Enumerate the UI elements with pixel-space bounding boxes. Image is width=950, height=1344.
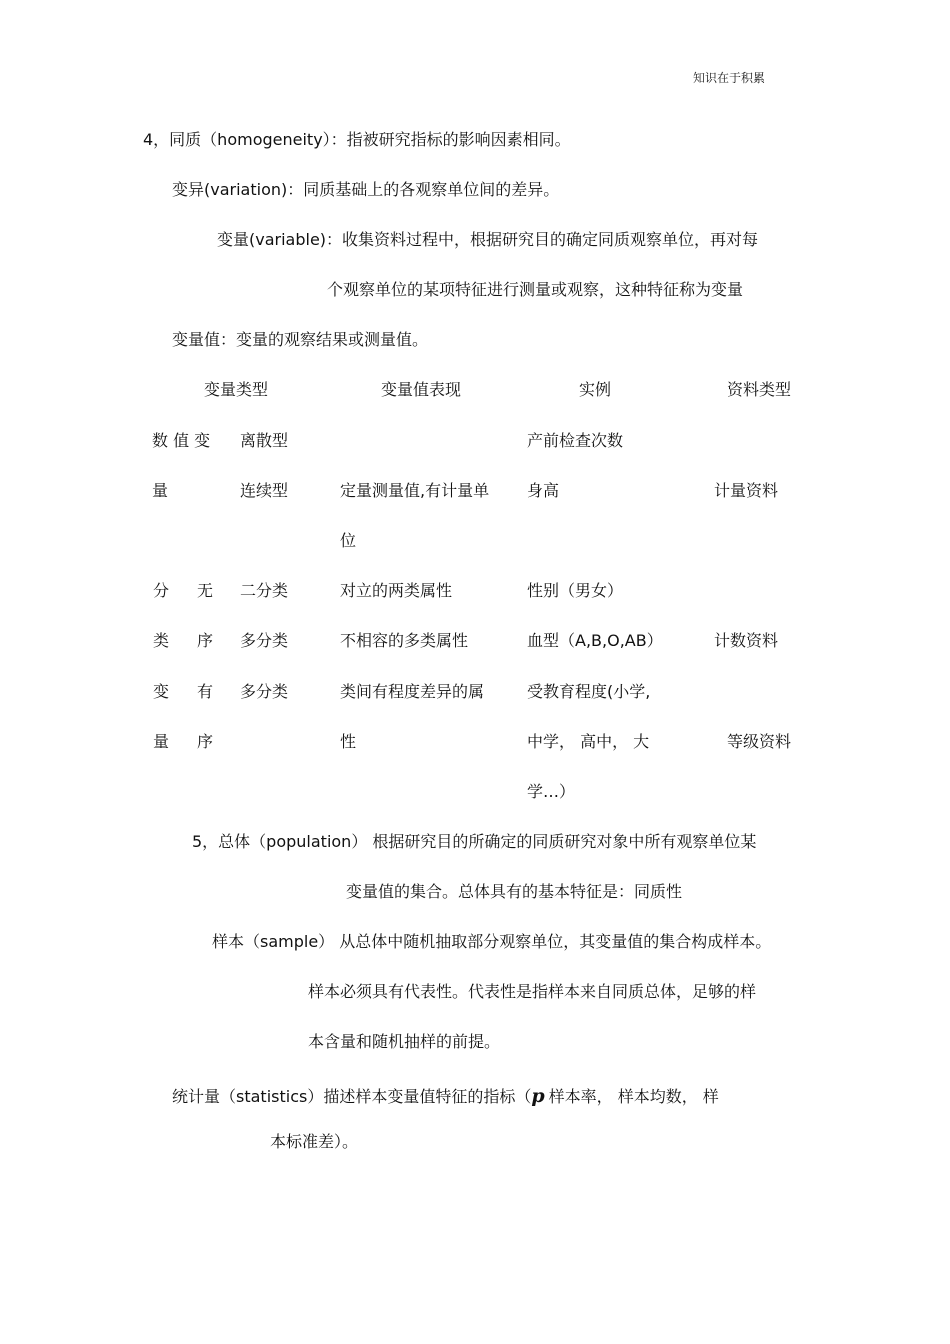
measurement-data-type: 计量资料 [714,481,779,500]
table-header-variable-type: 变量类型 [204,380,269,399]
definition-variable-line2: 个观察单位的某项特征进行测量或观察，这种特征称为变量 [327,280,744,299]
multi-example: 血型（A,B,O,AB） [527,631,663,650]
table-header-value-expression: 变量值表现 [381,380,462,399]
table-header-example: 实例 [579,380,612,399]
statistics-text-post: 样本率， 样本均数， 样 [548,1087,719,1106]
numeric-expression-line2: 位 [340,531,357,550]
binary-expression: 对立的两类属性 [340,581,453,600]
count-data-type: 计数资料 [714,631,779,650]
continuous-type: 连续型 [240,481,289,500]
statistics-text-pre: 统计量（statistics）描述样本变量值特征的指标（ [172,1087,532,1106]
discrete-example: 产前检查次数 [527,431,624,450]
definition-variation: 变异(variation)：同质基础上的各观察单位间的差异。 [172,180,560,199]
numeric-expression-line1: 定量测量值,有计量单 [340,481,490,500]
ordered-example-line3: 学…） [527,782,576,801]
definition-variable-value: 变量值：变量的观察结果或测量值。 [172,330,429,349]
rank-data-type: 等级资料 [727,732,792,751]
multi-type: 多分类 [240,631,289,650]
ordered-example-line1: 受教育程度(小学, [527,682,651,701]
ordered-char-2: 序 [197,732,214,751]
definition-statistics-line2: 本标准差）。 [270,1132,359,1151]
definition-sample-line2: 样本必须具有代表性。代表性是指样本来自同质总体，足够的样 [308,982,757,1001]
p-symbol: p [531,1085,545,1107]
categorical-group-char-1: 分 [153,581,170,600]
categorical-group-char-2: 类 [153,631,170,650]
table-header-data-type: 资料类型 [727,380,792,399]
binary-type: 二分类 [240,581,289,600]
definition-population-line1: 5，总体（population） 根据研究目的所确定的同质研究对象中所有观察单位某 [192,832,757,851]
definition-homogeneity: 4，同质（homogeneity）：指被研究指标的影响因素相同。 [143,130,571,149]
definition-statistics-line1 [172,1086,719,1107]
definition-sample-line1: 样本（sample） 从总体中随机抽取部分观察单位，其变量值的集合构成样本。 [212,932,772,951]
ordered-expression-line1: 类间有程度差异的属 [340,682,485,701]
binary-example: 性别（男女） [527,581,624,600]
continuous-example: 身高 [527,481,560,500]
definition-population-line2: 变量值的集合。总体具有的基本特征是：同质性 [346,882,683,901]
discrete-type: 离散型 [240,431,289,450]
ordered-char-1: 有 [197,682,214,701]
page-header: 知识在于积累 [693,71,766,85]
numeric-variable-group-line2: 量 [152,481,169,500]
definition-sample-line3: 本含量和随机抽样的前提。 [308,1032,501,1051]
ordered-expression-line2: 性 [340,732,357,751]
unordered-char-2: 序 [197,631,214,650]
numeric-variable-group-line1: 数 值 变 [152,431,211,450]
ordered-example-line2: 中学， 高中， 大 [527,732,650,751]
categorical-group-char-4: 量 [153,732,170,751]
categorical-group-char-3: 变 [153,682,170,701]
definition-variable-line1: 变量(variable)：收集资料过程中，根据研究目的确定同质观察单位，再对每 [217,230,759,249]
ordered-multi-type: 多分类 [240,682,289,701]
multi-expression: 不相容的多类属性 [340,631,469,650]
unordered-char-1: 无 [197,581,214,600]
